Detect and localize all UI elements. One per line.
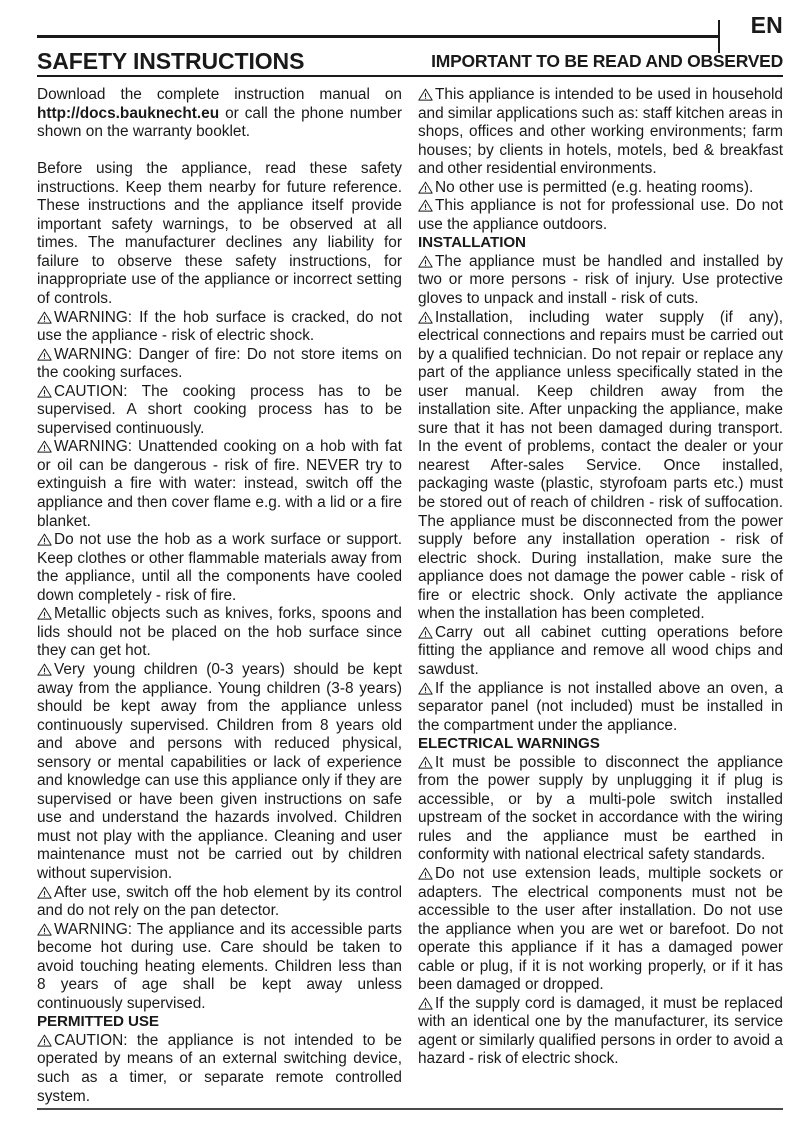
- warning-item: [37, 346, 402, 383]
- page-subtitle: IMPORTANT TO BE READ AND OBSERVED: [431, 51, 783, 71]
- warning-triangle-icon: [418, 181, 433, 194]
- installation-warning-text-3: If the appliance is not installed above an oven, a separator panel (not included) must be installed in the compartment under the appliance.: [418, 679, 783, 734]
- warning-text-1: WARNING: Danger of fire: Do not store items on the cooking surfaces.: [37, 345, 402, 382]
- header-top-rule: [37, 35, 720, 38]
- warning-text-3: WARNING: Unattended cooking on a hob with fat or oil can be dangerous - risk of fire. NEVER try to extinguish a fire with water: instead, switch off the appliance and then cover flame e.g. with a lid or a fire blanket.: [37, 438, 402, 530]
- warning-item: [37, 605, 402, 661]
- warning-triangle-icon: [418, 756, 433, 769]
- right-column: [418, 86, 783, 1096]
- title-row: [37, 42, 783, 74]
- warning-triangle-icon: [37, 607, 52, 620]
- warning-triangle-icon: [418, 88, 433, 101]
- warning-triangle-icon: [37, 1034, 52, 1047]
- warning-triangle-icon: [37, 886, 52, 899]
- warning-item: [418, 624, 783, 680]
- warning-triangle-icon: [418, 682, 433, 695]
- installation-warning-text-0: The appliance must be handled and installed by two or more persons - risk of injury. Use protective gloves to unpack and install - risk of cuts.: [418, 252, 783, 308]
- manual-url-link[interactable]: http://docs.bauknecht.eu: [37, 104, 220, 122]
- left-column: [37, 86, 402, 1105]
- warning-item: [418, 253, 783, 309]
- electrical-warnings-heading: ELECTRICAL WARNINGS: [418, 735, 600, 753]
- warning-item: [418, 197, 783, 234]
- warning-text-8: WARNING: The appliance and its accessible parts become hot during use. Care should be taken to avoid touching heating elements. Children less than 8 years of age shall be kept away unless continuously supervised.: [37, 920, 402, 1012]
- warning-triangle-icon: [37, 311, 52, 324]
- permitted-use-right-text-1: No other use is permitted (e.g. heating rooms).: [435, 178, 754, 196]
- warning-item: [418, 309, 783, 624]
- warning-triangle-icon: [418, 997, 433, 1010]
- warning-triangle-icon: [37, 440, 52, 453]
- warning-text-2: CAUTION: The cooking process has to be supervised. A short cooking process has to be supervised continuously.: [37, 382, 402, 437]
- warning-triangle-icon: [37, 348, 52, 361]
- permitted-use-right-text-2: This appliance is not for professional use. Do not use the appliance outdoors.: [418, 197, 783, 233]
- body-columns: [37, 86, 783, 1105]
- warning-item: [37, 1032, 402, 1106]
- preamble-paragraph: [37, 160, 402, 308]
- warning-text-4: Do not use the hob as a work surface or support. Keep clothes or other flammable materials away from the appliance, until all the components have cooled down completely - risk of fire.: [37, 531, 402, 604]
- permitted-use-right-text-0: This appliance is intended to be used in household and similar applications such as: staff kitchen areas in shops, offices and other working environments; farm houses; by clients in hotels, motels, bed & breakfast and other residential environments.: [418, 86, 783, 178]
- warning-item: [37, 309, 402, 346]
- warning-item: [37, 921, 402, 1014]
- warning-text-0: WARNING: If the hob surface is cracked, do not use the appliance - risk of electric shock.: [37, 308, 402, 345]
- page-title: SAFETY INSTRUCTIONS: [37, 48, 305, 74]
- warning-item: [37, 884, 402, 921]
- warning-triangle-icon: [418, 626, 433, 639]
- preamble-text: Before using the appliance, read these safety instructions. Keep them nearby for future reference. These instructions and the appliance itself provide important safety warnings, to be observed at all times. The manufacturer declines any liability for failure to observe these safety instructions, for inappropriate use of the appliance or incorrect setting of controls.: [37, 160, 402, 308]
- installation-warning-text-1: Installation, including water supply (if any), electrical connections and repairs must be carried out by a qualified technician. Do not repair or replace any part of the appliance unless specifically stated in the user manual. Keep children away from the installation site. After unpacking the appliance, make sure that it has not been damaged during transport. In the event of problems, contact the dealer or your nearest After-sales Service. Once installed, packaging waste (plastic, styrofoam parts etc.) must be stored out of reach of children - risk of suffocation. The appliance must be disconnected from the power supply before any installation operation - risk of electric shock. During installation, make sure the appliance does not damage the power cable - risk of fire or electric shock. Only activate the appliance when the installation has been completed.: [418, 308, 783, 623]
- page-header: [37, 12, 783, 74]
- warning-triangle-icon: [418, 311, 433, 324]
- warning-item: [418, 680, 783, 736]
- electrical-warning-text-0: It must be possible to disconnect the appliance from the power supply by unplugging it if plug is accessible, or by a multi-pole switch installed upstream of the socket in accordance with the wiring rules and the appliance must be earthed in conformity with national electrical safety standards.: [418, 753, 783, 864]
- warning-triangle-icon: [418, 199, 433, 212]
- warning-text-7: After use, switch off the hob element by its control and do not rely on the pan detector.: [37, 883, 402, 920]
- download-text-before: Download the complete instruction manual on: [37, 86, 402, 103]
- warning-triangle-icon: [37, 923, 52, 936]
- permitted-use-warning-text: CAUTION: the appliance is not intended to be operated by means of an external switching device, such as a timer, or separate remote controlled system.: [37, 1031, 402, 1105]
- warning-text-6: Very young children (0-3 years) should be kept away from the appliance. Young children (3-8 years) should be kept away from the appliance unless continuously supervised. Children from 8 years old and above and persons with reduced physical, sensory or mental capabilities or lack of experience and knowledge can use this appliance only if they are supervised or have been given instructions on safe use and understand the hazards involved. Children must not play with the appliance. Cleaning and user maintenance must not be carried out by children without supervision.: [37, 660, 402, 882]
- warning-item: [37, 531, 402, 605]
- warning-item: [37, 438, 402, 531]
- installation-warning-text-2: Carry out all cabinet cutting operations before fitting the appliance and remove all wood chips and sawdust.: [418, 623, 783, 678]
- warning-item: [37, 383, 402, 439]
- warning-triangle-icon: [37, 663, 52, 676]
- installation-heading: INSTALLATION: [418, 234, 526, 252]
- warning-item: [418, 995, 783, 1069]
- warning-text-5: Metallic objects such as knives, forks, spoons and lids should not be placed on the hob surface since they can get hot.: [37, 605, 402, 660]
- warning-item: [418, 754, 783, 865]
- warning-item: [37, 661, 402, 884]
- language-row: [37, 14, 783, 40]
- warning-item: [418, 179, 783, 198]
- electrical-warning-text-2: If the supply cord is damaged, it must be replaced with an identical one by the manufacturer, its service agent or similarly qualified persons in order to avoid a hazard - risk of electric shock.: [418, 994, 783, 1068]
- warning-triangle-icon: [37, 385, 52, 398]
- warning-triangle-icon: [418, 255, 433, 268]
- header-bottom-rule: [37, 75, 783, 77]
- permitted-use-heading: PERMITTED USE: [37, 1013, 159, 1031]
- electrical-warning-text-1: Do not use extension leads, multiple sockets or adapters. The electrical components must not be accessible to the user after installation. Do not use the appliance when you are wet or barefoot. Do not operate this appliance if it has a damaged power cable or plug, if it is not working properly, or if it has been damaged or dropped.: [418, 864, 783, 994]
- warning-triangle-icon: [418, 867, 433, 880]
- warning-item: [418, 865, 783, 995]
- paragraph-spacer: [37, 142, 402, 161]
- language-badge: EN: [750, 12, 783, 38]
- warning-triangle-icon: [37, 533, 52, 546]
- download-text-after: or call the phone number shown on the warranty booklet.: [37, 104, 402, 141]
- footer-rule: [37, 1108, 783, 1110]
- download-manual-paragraph: [37, 86, 402, 142]
- warning-item: [418, 86, 783, 179]
